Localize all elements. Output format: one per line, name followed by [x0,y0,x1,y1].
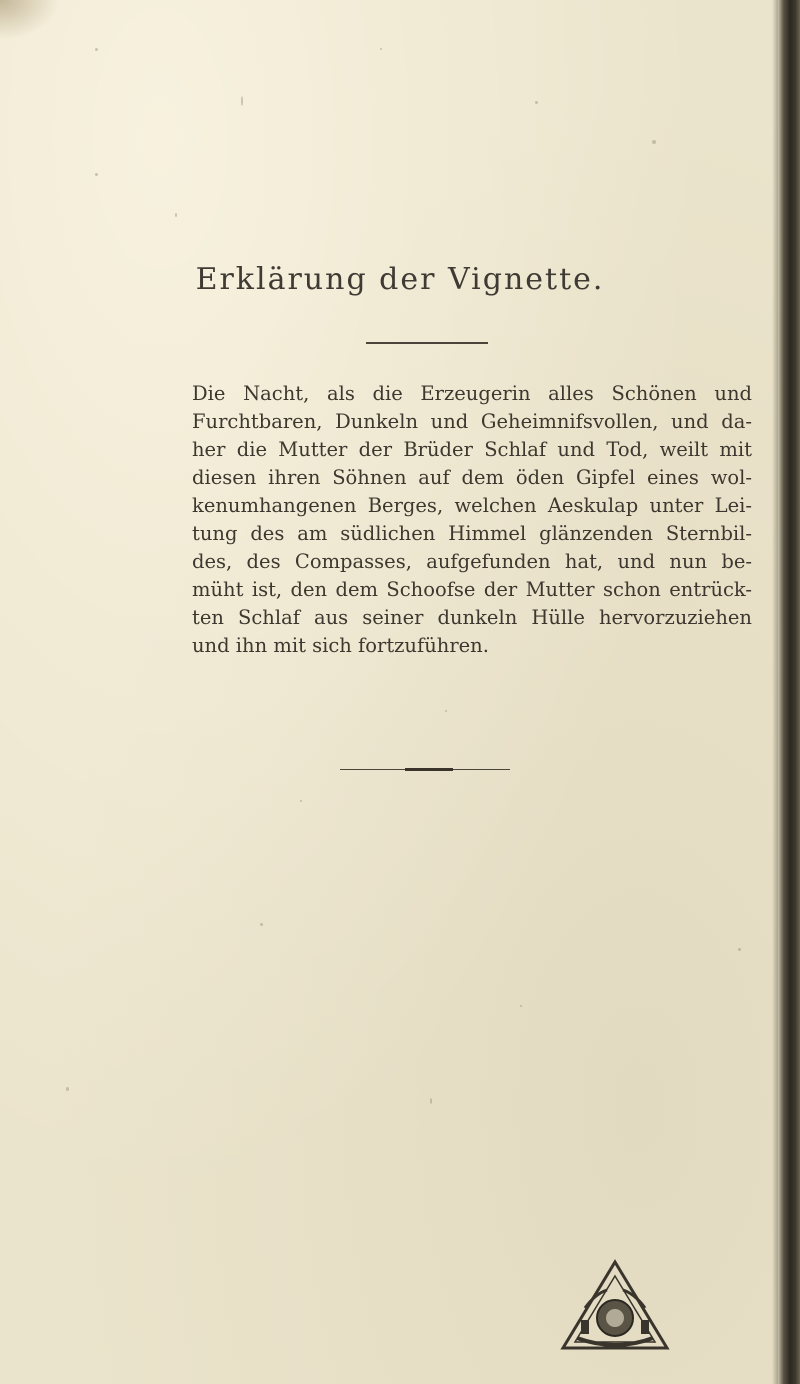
corner-stain [0,0,60,40]
library-stamp-emblem-icon [555,1258,675,1354]
speck [95,173,98,176]
speck [380,48,382,50]
body-paragraph [192,380,752,660]
text-line: und ihn mit sich fortzuführen. [192,634,489,657]
speck [66,1087,69,1091]
text-line: ten Schlaf aus seiner dunkeln Hülle hervorzuziehen [192,606,752,629]
text-line: tung des am südlichen Himmel glänzenden Sternbil- [192,522,752,545]
speck [738,948,741,951]
speck [300,800,302,802]
speck [430,1098,432,1104]
speck [652,140,656,144]
speck [95,48,98,51]
text-line: müht ist, den dem Schoofse der Mutter schon entrück- [192,578,752,601]
title-divider [366,342,488,344]
speck [175,213,177,217]
text-line: kenumhangenen Berges, welchen Aeskulap unter Lei- [192,494,752,517]
text-line: Furchtbaren, Dunkeln und Geheimnifsvollen, und da- [192,410,752,433]
speck [535,101,538,104]
speck [241,96,243,106]
text-line: Die Nacht, als die Erzeugerin alles Schönen und [192,382,752,405]
speck [260,923,263,926]
text-line: her die Mutter der Brüder Schlaf und Tod, weilt mit [192,438,752,461]
book-binding-edge [778,0,800,1384]
text-line: diesen ihren Söhnen auf dem öden Gipfel eines wol- [192,466,752,489]
speck [445,710,447,712]
page-title: Erklärung der Vignette. [195,262,605,297]
speck [520,1005,522,1007]
end-divider-center [405,768,453,771]
text-line: des, des Compasses, aufgefunden hat, und nun be- [192,550,752,573]
